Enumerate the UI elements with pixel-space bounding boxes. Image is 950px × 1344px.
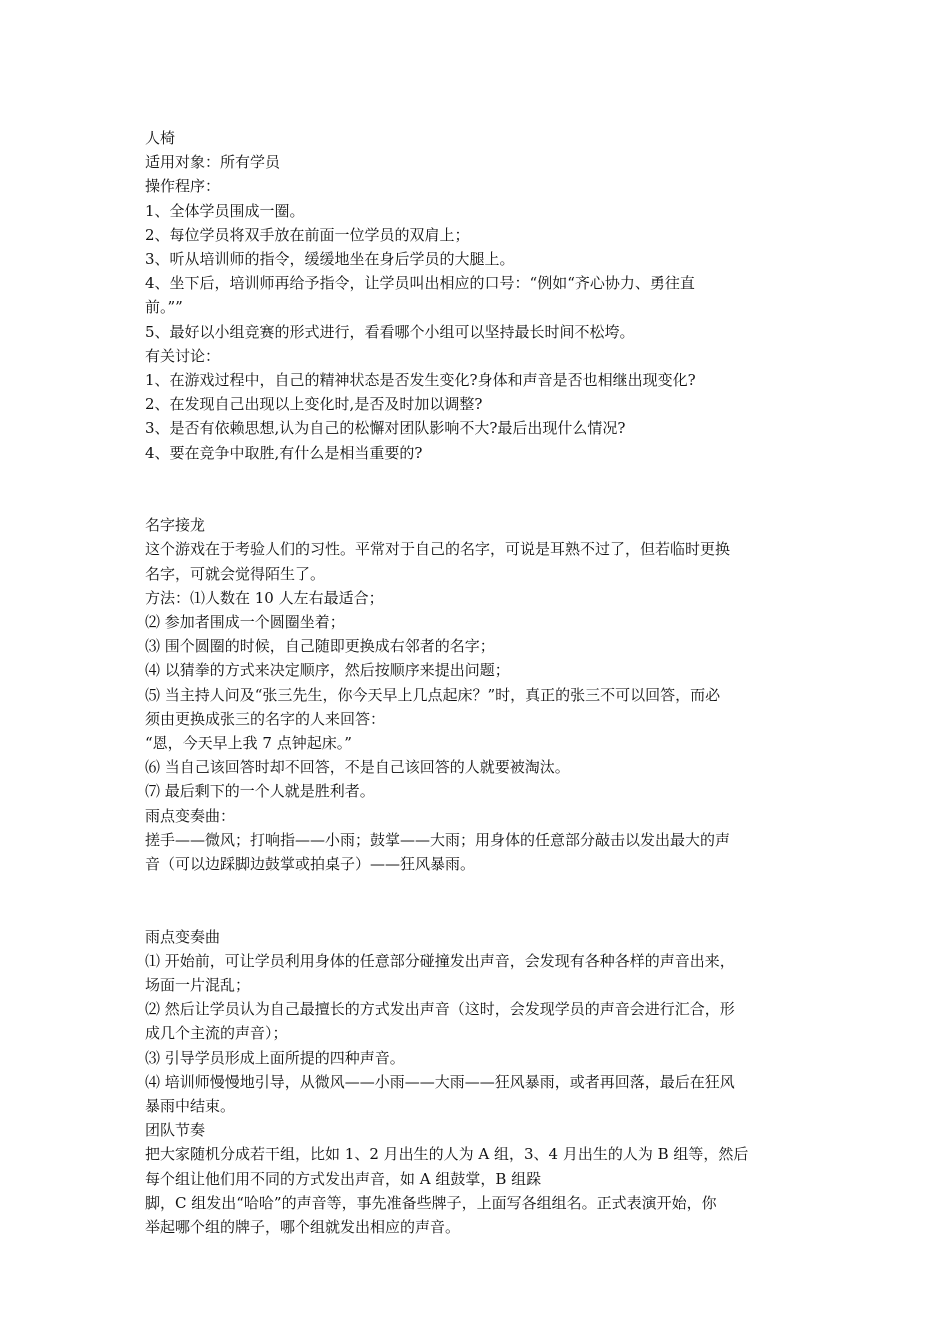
text-line: ⑴ 开始前，可让学员利用身体的任意部分碰撞发出声音，会发现有各种各样的声音出来，	[145, 951, 735, 970]
text-line: 方法：⑴人数在 10 人左右最适合；	[145, 588, 384, 607]
text-line: ⑷ 培训师慢慢地引导，从微风——小雨——大雨——狂风暴雨，或者再回落，最后在狂风	[145, 1072, 735, 1091]
section-title: 团队节奏	[145, 1121, 206, 1140]
section-title: 名字接龙	[145, 516, 206, 535]
text-line: 适用对象：所有学员	[145, 153, 281, 172]
text-line: 暴雨中结束。	[145, 1097, 236, 1116]
section-name-chain	[145, 513, 811, 876]
text-line: ⑵ 然后让学员认为自己最擅长的方式发出声音（这时，会发现学员的声音会进行汇合，形	[145, 1000, 735, 1019]
text-line: ⑸ 当主持人问及“张三先生，你今天早上几点起床？”时，真正的张三不可以回答，而必	[145, 685, 721, 704]
text-line: 把大家随机分成若干组，比如 1、2 月出生的人为 A 组，3、4 月出生的人为 B 组等，然后	[145, 1145, 749, 1164]
text-line: “恩，今天早上我 7 点钟起床。”	[145, 734, 352, 753]
text-line: ⑵ 参加者围成一个圆圈坐着；	[145, 613, 345, 632]
text-line: 音（可以边踩脚边鼓掌或拍桌子）——狂风暴雨。	[145, 855, 476, 874]
paragraph-gap	[145, 489, 811, 513]
section-title: 雨点变奏曲	[145, 927, 221, 946]
text-line: ⑶ 引导学员形成上面所提的四种声音。	[145, 1048, 405, 1067]
paragraph-gap	[145, 465, 811, 489]
text-line: 须由更换成张三的名字的人来回答：	[145, 709, 386, 728]
text-line: 2、每位学员将双手放在前面一位学员的双肩上；	[145, 225, 470, 244]
text-line: 搓手——微风；打响指——小雨；鼓掌——大雨；用身体的任意部分敲击以发出最大的声	[145, 830, 731, 849]
text-line: 3、是否有依赖思想,认为自己的松懈对团队影响不大?最后出现什么情况?	[145, 419, 626, 438]
text-line: ⑷ 以猜拳的方式来决定顺序，然后按顺序来提出问题；	[145, 661, 510, 680]
text-line: 有关讨论：	[145, 346, 221, 365]
text-line: ⑶ 围个圆圈的时候，自己随即更换成右邻者的名字；	[145, 637, 495, 656]
paragraph-gap	[145, 900, 811, 924]
document-page	[145, 126, 811, 1239]
text-line: ⑺ 最后剩下的一个人就是胜利者。	[145, 782, 375, 801]
section-rain-variation	[145, 925, 811, 1240]
text-line: 4、坐下后，培训师再给予指令，让学员叫出相应的口号：“例如“齐心协力、勇往直	[145, 274, 695, 293]
text-line: 操作程序：	[145, 177, 221, 196]
section-title: 人椅	[145, 129, 176, 147]
text-line: 4、要在竞争中取胜,有什么是相当重要的?	[145, 443, 423, 462]
text-line: 名字，可就会觉得陌生了。	[145, 564, 326, 583]
section-human-chair	[145, 126, 811, 465]
text-line: 1、全体学员围成一圈。	[145, 201, 305, 220]
text-line: 场面一片混乱；	[145, 976, 251, 995]
text-line: 脚，C 组发出“哈哈”的声音等，事先准备些牌子，上面写各组组名。正式表演开始，你	[145, 1193, 717, 1212]
text-line: 这个游戏在于考验人们的习性。平常对于自己的名字，可说是耳熟不过了，但若临时更换	[145, 540, 731, 559]
text-line: 前。””	[145, 298, 183, 317]
text-line: 1、在游戏过程中，自己的精神状态是否发生变化?身体和声音是否也相继出现变化?	[145, 371, 696, 390]
text-line: 5、最好以小组竞赛的形式进行，看看哪个小组可以坚持最长时间不松垮。	[145, 322, 635, 341]
paragraph-gap	[145, 876, 811, 900]
text-line: ⑹ 当自己该回答时却不回答，不是自己该回答的人就要被淘汰。	[145, 758, 570, 777]
text-line: 每个组让他们用不同的方式发出声音，如 A 组鼓掌，B 组跺	[145, 1169, 542, 1188]
text-line: 雨点变奏曲：	[145, 806, 236, 825]
text-line: 举起哪个组的牌子，哪个组就发出相应的声音。	[145, 1218, 461, 1237]
text-line: 成几个主流的声音）；	[145, 1024, 288, 1043]
text-line: 2、在发现自己出现以上变化时,是否及时加以调整?	[145, 395, 483, 414]
text-line: 3、听从培训师的指令，缓缓地坐在身后学员的大腿上。	[145, 250, 515, 269]
